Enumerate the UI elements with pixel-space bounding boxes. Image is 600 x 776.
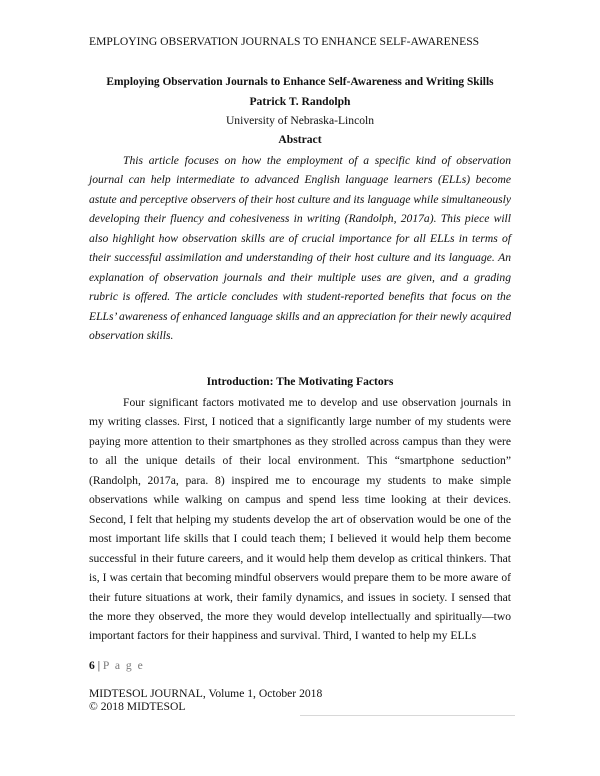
footer-journal: MIDTESOL JOURNAL, Volume 1, October 2018 (89, 687, 323, 700)
page-number-value: 6 (89, 659, 95, 672)
page-number (89, 659, 144, 672)
abstract-heading: Abstract (278, 133, 322, 146)
footer-divider (300, 715, 515, 716)
body-paragraph: Four significant factors motivated me to develop and use observation journals in my writing classes. First, I noticed that a significantly large number of my students were paying more attention to their smartphones as they strolled across campus than they were to all the unique details of their local environment. This “smartphone seduction” (Randolph, 2017a, para. 8) inspired me to encourage my students to make simple observations while walking on campus and spend less time looking at their devices. Second, I felt that helping my students develop the art of observation would be one of the most important life skills that I could teach them; I believed it would help them become successful in their future careers, and it would help them develop as critical thinkers. That is, I was certain that becoming mindful observers would prepare them to be more aware of their future situations at work, their family dynamics, and issues in society. I sensed that the more they observed, the more they would develop intellectually and spiritually—two important factors for their happiness and survival. Third, I wanted to help my ELLs (89, 396, 511, 643)
running-head: EMPLOYING OBSERVATION JOURNALS TO ENHANCE SELF-AWARENESS (89, 35, 480, 48)
article-title: Employing Observation Journals to Enhance Self-Awareness and Writing Skills (106, 76, 494, 88)
section-heading: Introduction: The Motivating Factors (206, 375, 394, 388)
author-affiliation: University of Nebraska-Lincoln (225, 114, 375, 127)
abstract-text: This article focuses on how the employment of a specific kind of observation journal can help intermediate to advanced English language learners (ELLs) become astute and perceptive observers of their host culture and its language while simultaneously developing their fluency and cohesiveness in writing (Randolph, 2017a). This piece will also highlight how observation skills are of crucial importance for all ELLs in terms of their successful assimilation and understanding of their host culture and its language. An explanation of observation journals and their multiple uses are given, and a grading rubric is offered. The article concludes with student-reported benefits that focus on the ELLs’ awareness of enhanced language skills and an appreciation for their newly acquired observation skills. (89, 154, 511, 343)
footer (89, 687, 322, 713)
footer-copyright: © 2018 MIDTESOL (89, 700, 186, 713)
page-label: P a g e (102, 659, 145, 672)
page-number-separator: | (94, 659, 103, 672)
author-name: Patrick T. Randolph (249, 95, 351, 108)
